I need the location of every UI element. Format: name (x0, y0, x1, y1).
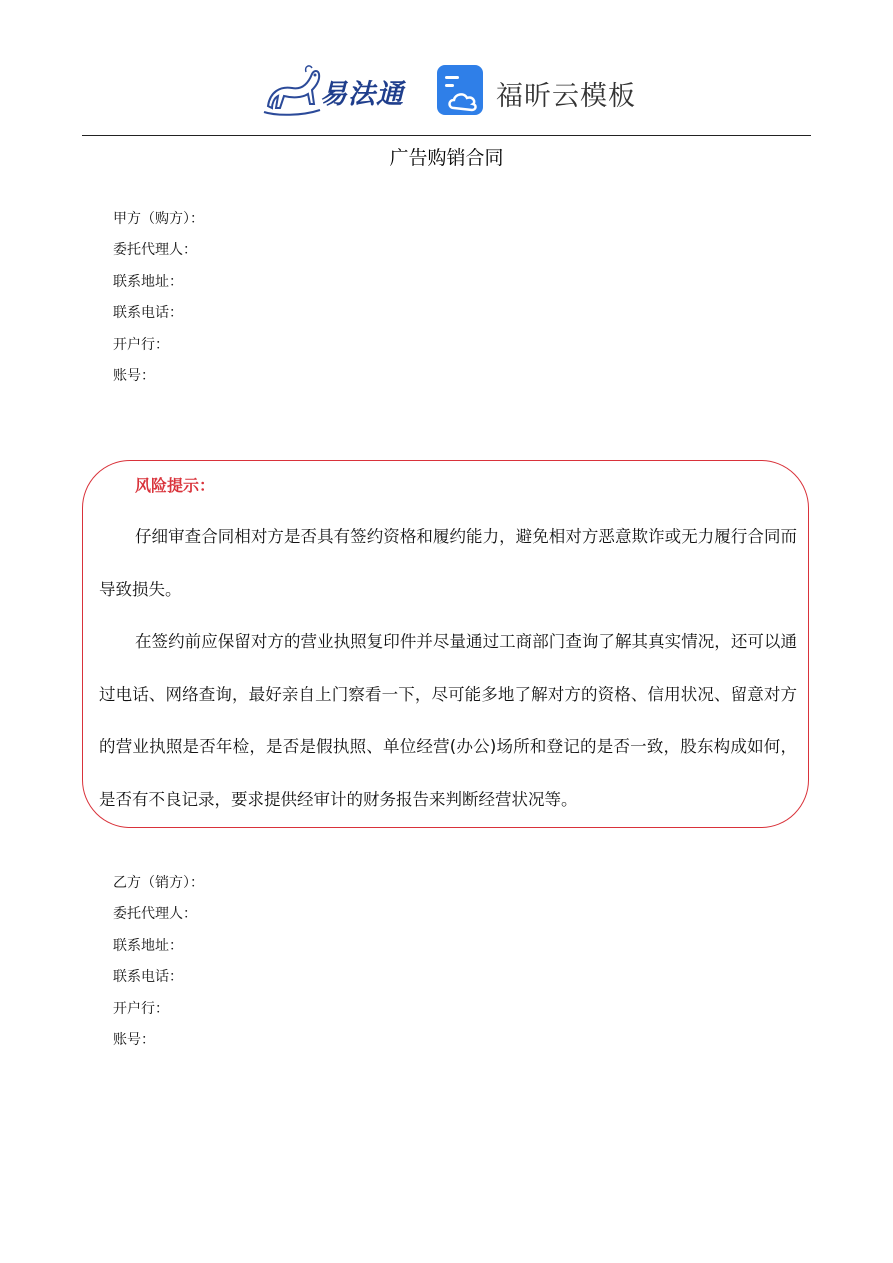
yifatong-logo (262, 62, 412, 118)
cloud-doc-icon (436, 64, 486, 116)
document-title: 广告购销合同 (389, 147, 504, 169)
party-a-phone-label: 联系电话： (113, 305, 183, 322)
header-divider (82, 135, 811, 136)
party-a-address-label: 联系地址： (113, 273, 183, 290)
yifatong-logo-text: 易法通 (320, 79, 404, 110)
party-a-agent-label: 委托代理人： (113, 242, 197, 259)
page-header (0, 58, 893, 122)
foxit-template-logo (436, 64, 636, 118)
party-b-bank-label: 开户行： (113, 1000, 169, 1017)
party-b-account-label: 账号： (113, 1031, 155, 1048)
risk-notice-paragraph: 在签约前应保留对方的营业执照复印件并尽量通过工商部门查询了解其真实情况，还可以通过电话、网络查询，最好亲自上门察看一下，尽可能多地了解对方的资格、信用状况、留意对方的营业执照是否年检，是否是假执照、单位经营(办公)场所和登记的是否一致，股东构成如何，是否有不良记录，要求提供经审计的财务报告来判断经营状况等。 (99, 632, 797, 809)
party-b-address-label: 联系地址： (113, 937, 183, 954)
party-a-section (113, 209, 204, 397)
party-b-heading: 乙方（销方）： (113, 875, 204, 891)
party-b-section (113, 873, 204, 1061)
party-b-phone-label: 联系电话： (113, 969, 183, 986)
risk-notice-paragraph: 仔细审查合同相对方是否具有签约资格和履约能力，避免相对方恶意欺诈或无力履行合同而导致损失。 (99, 527, 797, 599)
party-a-heading: 甲方（购方）： (113, 211, 204, 227)
risk-notice-title: 风险提示： (135, 476, 216, 495)
party-b-agent-label: 委托代理人： (113, 906, 197, 923)
risk-notice-body (99, 511, 797, 826)
foxit-template-logo-text: 福昕云模板 (496, 81, 636, 112)
qilin-icon (262, 62, 322, 118)
party-a-bank-label: 开户行： (113, 336, 169, 353)
risk-notice-box (82, 460, 809, 828)
party-a-account-label: 账号： (113, 367, 155, 384)
